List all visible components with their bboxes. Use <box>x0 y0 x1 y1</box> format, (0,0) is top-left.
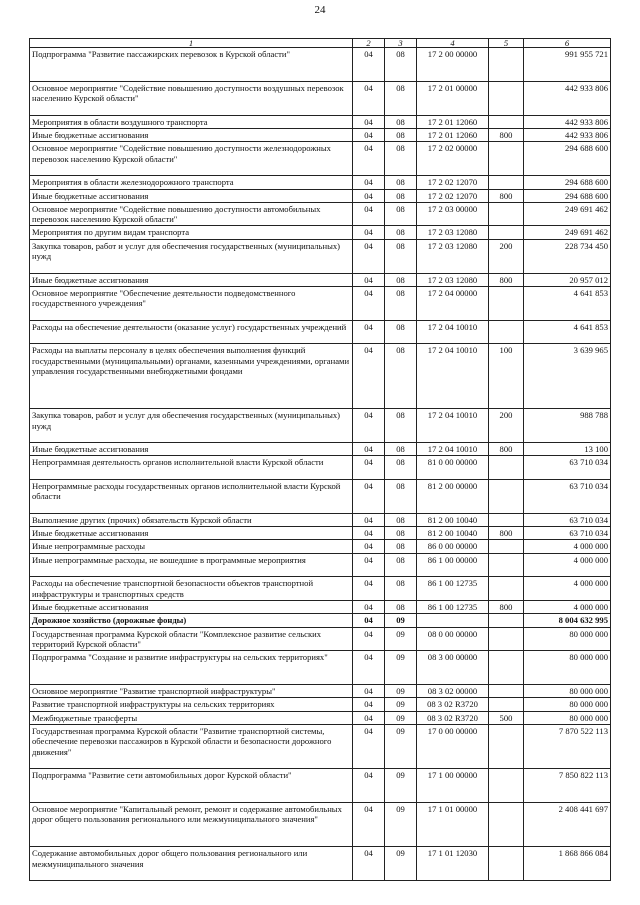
amount: 4 000 000 <box>524 600 611 613</box>
subsection-code: 08 <box>385 409 417 443</box>
subsection-code: 09 <box>385 651 417 685</box>
section-code: 04 <box>353 273 385 286</box>
expense-type-code: 200 <box>489 239 524 273</box>
expense-type-code <box>489 614 524 627</box>
target-article-code: 17 2 04 10010 <box>417 344 489 409</box>
expense-type-code <box>489 115 524 128</box>
table-row <box>30 129 611 142</box>
expense-type-code: 800 <box>489 129 524 142</box>
subsection-code: 08 <box>385 513 417 526</box>
table-row <box>30 456 611 480</box>
section-code: 04 <box>353 803 385 847</box>
target-article-code: 86 0 00 00000 <box>417 540 489 553</box>
subsection-code: 09 <box>385 698 417 711</box>
target-article-code: 17 2 04 10010 <box>417 443 489 456</box>
expense-type-code <box>489 286 524 320</box>
row-name: Подпрограмма "Развитие пассажирских перевозок в Курской области" <box>30 48 353 82</box>
subsection-code: 08 <box>385 202 417 226</box>
table-row <box>30 142 611 176</box>
table-row <box>30 614 611 627</box>
amount: 2 408 441 697 <box>524 803 611 847</box>
table-row <box>30 226 611 239</box>
section-code: 04 <box>353 614 385 627</box>
expense-type-code: 500 <box>489 711 524 724</box>
expense-type-code <box>489 202 524 226</box>
target-article-code: 17 0 00 00000 <box>417 724 489 768</box>
page-number: 24 <box>314 4 326 16</box>
row-name: Развитие транспортной инфраструктуры на сельских территориях <box>30 698 353 711</box>
amount: 294 688 600 <box>524 142 611 176</box>
amount: 1 868 866 084 <box>524 847 611 881</box>
table-row <box>30 724 611 768</box>
section-code: 04 <box>353 409 385 443</box>
expense-type-code <box>489 226 524 239</box>
section-code: 04 <box>353 239 385 273</box>
row-name: Основное мероприятие "Развитие транспортной инфраструктуры" <box>30 685 353 698</box>
amount: 7 870 522 113 <box>524 724 611 768</box>
section-code: 04 <box>353 651 385 685</box>
row-name: Непрограммные расходы государственных органов исполнительной власти Курской области <box>30 480 353 514</box>
target-article-code: 81 2 00 00000 <box>417 480 489 514</box>
target-article-code: 81 2 00 10040 <box>417 527 489 540</box>
amount: 442 933 806 <box>524 81 611 115</box>
amount: 3 639 965 <box>524 344 611 409</box>
table-row <box>30 239 611 273</box>
expense-type-code <box>489 48 524 82</box>
section-code: 04 <box>353 142 385 176</box>
table-row <box>30 803 611 847</box>
expense-type-code: 200 <box>489 409 524 443</box>
subsection-code: 09 <box>385 847 417 881</box>
section-code: 04 <box>353 698 385 711</box>
subsection-code: 08 <box>385 480 417 514</box>
amount: 4 641 853 <box>524 286 611 320</box>
target-article-code: 17 2 03 12080 <box>417 273 489 286</box>
section-code: 04 <box>353 847 385 881</box>
table-row <box>30 81 611 115</box>
row-name: Основное мероприятие "Содействие повышению доступности железнодорожных перевозок населению Курской области" <box>30 142 353 176</box>
table-row <box>30 344 611 409</box>
amount: 228 734 450 <box>524 239 611 273</box>
row-name: Иные бюджетные ассигнования <box>30 273 353 286</box>
subsection-code: 08 <box>385 553 417 577</box>
target-article-code: 17 2 04 10010 <box>417 320 489 344</box>
expense-type-code <box>489 81 524 115</box>
row-name: Подпрограмма "Создание и развитие инфраструктуры на сельских территориях" <box>30 651 353 685</box>
row-name: Государственная программа Курской области "Развитие транспортной системы, обеспечение перевозки пассажиров в Курской области и безопасности дорожного движения" <box>30 724 353 768</box>
expense-type-code <box>489 724 524 768</box>
row-name: Расходы на выплаты персоналу в целях обеспечения выполнения функций государственными (муниципальными) органами, казенными учреждениями, органами управления государственными внебюджетными фондами <box>30 344 353 409</box>
table-row <box>30 409 611 443</box>
section-code: 04 <box>353 286 385 320</box>
section-code: 04 <box>353 769 385 803</box>
amount: 4 000 000 <box>524 577 611 601</box>
column-number-row <box>30 39 611 48</box>
subsection-code: 08 <box>385 456 417 480</box>
subsection-code: 09 <box>385 685 417 698</box>
target-article-code: 81 2 00 10040 <box>417 513 489 526</box>
subsection-code: 08 <box>385 226 417 239</box>
subsection-code: 08 <box>385 129 417 142</box>
section-code: 04 <box>353 711 385 724</box>
column-header: 6 <box>524 39 611 48</box>
row-name: Иные бюджетные ассигнования <box>30 189 353 202</box>
table-row <box>30 176 611 189</box>
amount: 294 688 600 <box>524 189 611 202</box>
amount: 80 000 000 <box>524 685 611 698</box>
amount: 20 957 012 <box>524 273 611 286</box>
amount: 63 710 034 <box>524 480 611 514</box>
amount: 4 000 000 <box>524 553 611 577</box>
subsection-code: 08 <box>385 142 417 176</box>
target-article-code: 17 1 01 00000 <box>417 803 489 847</box>
subsection-code: 08 <box>385 286 417 320</box>
table-row <box>30 202 611 226</box>
target-article-code: 08 0 00 00000 <box>417 627 489 651</box>
expense-type-code: 800 <box>489 189 524 202</box>
expense-type-code <box>489 456 524 480</box>
expense-type-code: 100 <box>489 344 524 409</box>
section-code: 04 <box>353 600 385 613</box>
subsection-code: 08 <box>385 320 417 344</box>
section-code: 04 <box>353 129 385 142</box>
table-row <box>30 847 611 881</box>
amount: 988 788 <box>524 409 611 443</box>
target-article-code: 17 2 04 10010 <box>417 409 489 443</box>
expense-type-code <box>489 577 524 601</box>
table-row <box>30 540 611 553</box>
subsection-code: 08 <box>385 115 417 128</box>
section-code: 04 <box>353 81 385 115</box>
expense-type-code <box>489 847 524 881</box>
subsection-code: 09 <box>385 769 417 803</box>
row-name: Закупка товаров, работ и услуг для обеспечения государственных (муниципальных) нужд <box>30 409 353 443</box>
amount: 80 000 000 <box>524 651 611 685</box>
table-row <box>30 527 611 540</box>
subsection-code: 08 <box>385 443 417 456</box>
table-row <box>30 651 611 685</box>
target-article-code: 17 2 03 00000 <box>417 202 489 226</box>
subsection-code: 09 <box>385 803 417 847</box>
subsection-code: 09 <box>385 724 417 768</box>
table-row <box>30 627 611 651</box>
target-article-code: 08 3 00 00000 <box>417 651 489 685</box>
subsection-code: 08 <box>385 48 417 82</box>
row-name: Подпрограмма "Развитие сети автомобильных дорог Курской области" <box>30 769 353 803</box>
expense-type-code <box>489 803 524 847</box>
expense-type-code <box>489 627 524 651</box>
amount: 63 710 034 <box>524 513 611 526</box>
table-row <box>30 698 611 711</box>
amount: 4 641 853 <box>524 320 611 344</box>
table-row <box>30 600 611 613</box>
amount: 991 955 721 <box>524 48 611 82</box>
table-row <box>30 553 611 577</box>
target-article-code: 17 2 02 12070 <box>417 189 489 202</box>
subsection-code: 09 <box>385 627 417 651</box>
target-article-code: 17 2 02 12070 <box>417 176 489 189</box>
expense-type-code <box>489 698 524 711</box>
row-name: Основное мероприятие "Капитальный ремонт, ремонт и содержание автомобильных дорог общего пользования регионального или межмуниципального значения" <box>30 803 353 847</box>
section-code: 04 <box>353 176 385 189</box>
section-code: 04 <box>353 577 385 601</box>
section-code: 04 <box>353 320 385 344</box>
column-header: 2 <box>353 39 385 48</box>
section-code: 04 <box>353 685 385 698</box>
row-name: Государственная программа Курской области "Комплексное развитие сельских территорий Курской области" <box>30 627 353 651</box>
row-name: Иные бюджетные ассигнования <box>30 443 353 456</box>
target-article-code: 17 2 03 12080 <box>417 226 489 239</box>
subsection-code: 08 <box>385 527 417 540</box>
row-name: Расходы на обеспечение транспортной безопасности объектов транспортной инфраструктуры и транспортных средств <box>30 577 353 601</box>
table-row <box>30 320 611 344</box>
row-name: Закупка товаров, работ и услуг для обеспечения государственных (муниципальных) нужд <box>30 239 353 273</box>
table-row <box>30 480 611 514</box>
section-code: 04 <box>353 480 385 514</box>
row-name: Иные бюджетные ассигнования <box>30 527 353 540</box>
table-row <box>30 273 611 286</box>
row-name: Иные бюджетные ассигнования <box>30 129 353 142</box>
subsection-code: 08 <box>385 189 417 202</box>
table-row <box>30 48 611 82</box>
section-code: 04 <box>353 115 385 128</box>
target-article-code: 81 0 00 00000 <box>417 456 489 480</box>
amount: 13 100 <box>524 443 611 456</box>
target-article-code: 17 2 00 00000 <box>417 48 489 82</box>
amount: 7 850 822 113 <box>524 769 611 803</box>
subsection-code: 08 <box>385 176 417 189</box>
subsection-code: 08 <box>385 239 417 273</box>
amount: 80 000 000 <box>524 711 611 724</box>
section-code: 04 <box>353 627 385 651</box>
amount: 63 710 034 <box>524 456 611 480</box>
target-article-code: 17 1 00 00000 <box>417 769 489 803</box>
row-name: Содержание автомобильных дорог общего пользования регионального или межмуниципального значения <box>30 847 353 881</box>
target-article-code: 86 1 00 12735 <box>417 577 489 601</box>
section-code: 04 <box>353 226 385 239</box>
table-row <box>30 443 611 456</box>
amount: 4 000 000 <box>524 540 611 553</box>
table-row <box>30 769 611 803</box>
budget-table <box>29 38 611 881</box>
target-article-code <box>417 614 489 627</box>
row-name: Непрограммная деятельность органов исполнительной власти Курской области <box>30 456 353 480</box>
section-code: 04 <box>353 724 385 768</box>
section-code: 04 <box>353 344 385 409</box>
section-code: 04 <box>353 189 385 202</box>
expense-type-code: 800 <box>489 600 524 613</box>
table-row <box>30 685 611 698</box>
target-article-code: 08 3 02 R3720 <box>417 711 489 724</box>
row-name: Основное мероприятие "Обеспечение деятельности подведомственного государственного учреждения" <box>30 286 353 320</box>
column-header: 5 <box>489 39 524 48</box>
table-row <box>30 711 611 724</box>
row-name: Дорожное хозяйство (дорожные фонды) <box>30 614 353 627</box>
table-row <box>30 189 611 202</box>
target-article-code: 17 2 01 12060 <box>417 115 489 128</box>
target-article-code: 08 3 02 R3720 <box>417 698 489 711</box>
amount: 249 691 462 <box>524 202 611 226</box>
column-header: 1 <box>30 39 353 48</box>
section-code: 04 <box>353 48 385 82</box>
expense-type-code <box>489 540 524 553</box>
amount: 294 688 600 <box>524 176 611 189</box>
target-article-code: 08 3 02 00000 <box>417 685 489 698</box>
amount: 80 000 000 <box>524 627 611 651</box>
section-code: 04 <box>353 527 385 540</box>
expense-type-code <box>489 769 524 803</box>
expense-type-code <box>489 142 524 176</box>
subsection-code: 09 <box>385 614 417 627</box>
expense-type-code: 800 <box>489 527 524 540</box>
row-name: Основное мероприятие "Содействие повышению доступности автомобильных перевозок населению Курской области" <box>30 202 353 226</box>
expense-type-code <box>489 176 524 189</box>
subsection-code: 08 <box>385 600 417 613</box>
amount: 63 710 034 <box>524 527 611 540</box>
target-article-code: 17 2 04 00000 <box>417 286 489 320</box>
target-article-code: 86 1 00 12735 <box>417 600 489 613</box>
expense-type-code: 800 <box>489 443 524 456</box>
subsection-code: 08 <box>385 344 417 409</box>
column-header: 3 <box>385 39 417 48</box>
row-name: Иные непрограммные расходы, не вошедшие в программные мероприятия <box>30 553 353 577</box>
target-article-code: 17 1 01 12030 <box>417 847 489 881</box>
section-code: 04 <box>353 553 385 577</box>
table-row <box>30 286 611 320</box>
expense-type-code <box>489 480 524 514</box>
expense-type-code <box>489 513 524 526</box>
amount: 8 004 632 995 <box>524 614 611 627</box>
row-name: Расходы на обеспечение деятельности (оказание услуг) государственных учреждений <box>30 320 353 344</box>
row-name: Мероприятия в области воздушного транспорта <box>30 115 353 128</box>
column-header: 4 <box>417 39 489 48</box>
row-name: Мероприятия по другим видам транспорта <box>30 226 353 239</box>
row-name: Иные непрограммные расходы <box>30 540 353 553</box>
expense-type-code: 800 <box>489 273 524 286</box>
table-row <box>30 513 611 526</box>
expense-type-code <box>489 553 524 577</box>
amount: 80 000 000 <box>524 698 611 711</box>
section-code: 04 <box>353 513 385 526</box>
subsection-code: 08 <box>385 81 417 115</box>
row-name: Иные бюджетные ассигнования <box>30 600 353 613</box>
row-name: Мероприятия в области железнодорожного транспорта <box>30 176 353 189</box>
table-row <box>30 115 611 128</box>
target-article-code: 17 2 02 00000 <box>417 142 489 176</box>
row-name: Выполнение других (прочих) обязательств Курской области <box>30 513 353 526</box>
amount: 249 691 462 <box>524 226 611 239</box>
subsection-code: 08 <box>385 540 417 553</box>
section-code: 04 <box>353 540 385 553</box>
amount: 442 933 806 <box>524 115 611 128</box>
subsection-code: 09 <box>385 711 417 724</box>
target-article-code: 17 2 01 00000 <box>417 81 489 115</box>
row-name: Основное мероприятие "Содействие повышению доступности воздушных перевозок населению Курской области" <box>30 81 353 115</box>
section-code: 04 <box>353 443 385 456</box>
target-article-code: 17 2 03 12080 <box>417 239 489 273</box>
table-row <box>30 577 611 601</box>
target-article-code: 86 1 00 00000 <box>417 553 489 577</box>
subsection-code: 08 <box>385 273 417 286</box>
row-name: Межбюджетные трансферты <box>30 711 353 724</box>
target-article-code: 17 2 01 12060 <box>417 129 489 142</box>
section-code: 04 <box>353 202 385 226</box>
expense-type-code <box>489 320 524 344</box>
section-code: 04 <box>353 456 385 480</box>
amount: 442 933 806 <box>524 129 611 142</box>
expense-type-code <box>489 651 524 685</box>
subsection-code: 08 <box>385 577 417 601</box>
expense-type-code <box>489 685 524 698</box>
